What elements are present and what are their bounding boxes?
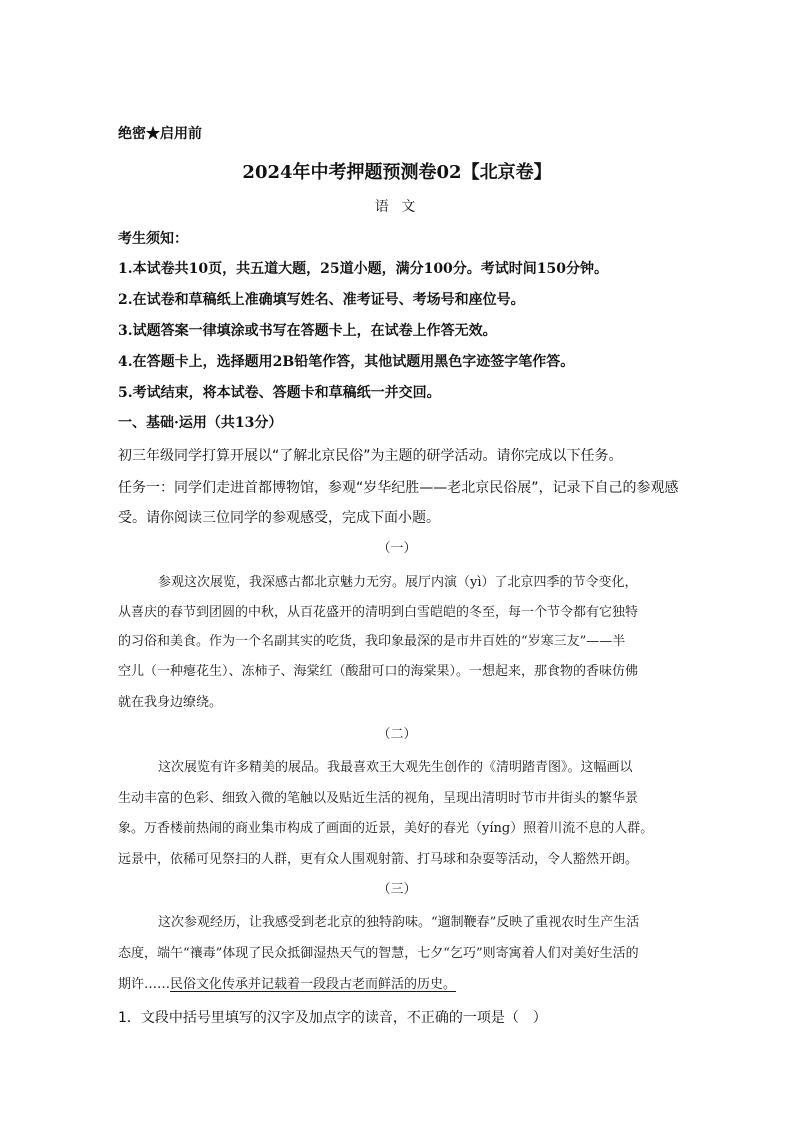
passage-3-line: 这次参观经历，让我感受到老北京的独特韵味。“遛制鞭春”反映了重视农时生产生活 <box>158 915 640 930</box>
passage-3-line <box>118 975 456 995</box>
passage-2-line: 这次展览有许多精美的展品。我最喜欢王大观先生创作的《清明踏青图》。这幅画以 <box>158 760 633 775</box>
passage-1-marker: （一） <box>377 541 417 556</box>
passage-2-line: 远景中，依稀可见祭扫的人群，更有众人围观射箭、打马球和杂耍等活动，令人豁然开朗。 <box>118 852 639 867</box>
passage-3-marker: （三） <box>377 882 417 897</box>
passage-2-line: 象。万香楼前热闹的商业集市构成了画面的近景，美好的春光（yíng）照着川流不息的人群。 <box>118 821 654 836</box>
passage-1-line: 参观这次展览，我深感古都北京魅力无穷。展厅内演（yì）了北京四季的节令变化， <box>158 575 638 590</box>
notice-item: 1.本试卷共10页，共五道大题，25道小题，满分100分。考试时间150分钟。 <box>118 261 609 277</box>
question-1: 1．文段中括号里填写的汉字及加点字的读音，不正确的一项是（ ） <box>118 1010 547 1026</box>
passage-3-text: 期许…… <box>118 977 171 992</box>
passage-1-line: 的习俗和美食。作为一个名副其实的吃货，我印象最深的是市井百姓的“岁寒三友”——半 <box>118 634 626 649</box>
section-heading: 一、基础·运用（共13分） <box>118 415 283 431</box>
notice-item: 5.考试结束，将本试卷、答题卡和草稿纸一并交回。 <box>118 385 441 401</box>
notice-item: 2.在试卷和草稿纸上准确填写姓名、准考证号、考场号和座位号。 <box>118 292 525 308</box>
passage-1-line: 就在我身边缭绕。 <box>118 695 223 710</box>
section-intro: 初三年级同学打算开展以“了解北京民俗”为主题的研学活动。请你完成以下任务。 <box>118 448 623 464</box>
exam-title: 2024年中考押题预测卷02【北京卷】 <box>242 162 552 183</box>
notice-item: 3.试题答案一律填涂或书写在答题卡上，在试卷上作答无效。 <box>118 323 497 339</box>
task1-text: 受。请你阅读三位同学的参观感受，完成下面小题。 <box>118 510 440 526</box>
passage-2-marker: （二） <box>377 727 417 742</box>
secret-label: 绝密★启用前 <box>118 126 202 142</box>
passage-1-line: 空儿（一种瘪花生）、冻柿子、海棠红（酸甜可口的海棠果）。一想起来，那食物的香味仿佛 <box>118 664 639 679</box>
task1-text: 任务一：同学们走进首都博物馆，参观“岁华纪胜——老北京民俗展”，记录下自己的参观感 <box>118 480 679 496</box>
passage-3-line: 态度，端午“禳毒”体现了民众抵御湿热天气的智慧，七夕“乞巧”则寄寓着人们对美好生活的 <box>118 946 639 961</box>
subject-label: 语 文 <box>374 199 420 215</box>
underlined-sentence: 民俗文化传承并记载着一段段古老而鲜活的历史。 <box>170 977 457 992</box>
passage-2-line: 生动丰富的色彩、细致入微的笔触以及贴近生活的视角，呈现出清明时节市井街头的繁华景 <box>118 791 639 806</box>
notice-item: 4.在答题卡上，选择题用2B铅笔作答，其他试题用黑色字迹签字笔作答。 <box>118 354 575 370</box>
notice-heading: 考生须知： <box>118 231 188 247</box>
passage-1-line: 从喜庆的春节到团圆的中秋，从百花盛开的清明到白雪皑皑的冬至，每一个节令都有它独特 <box>118 605 639 620</box>
